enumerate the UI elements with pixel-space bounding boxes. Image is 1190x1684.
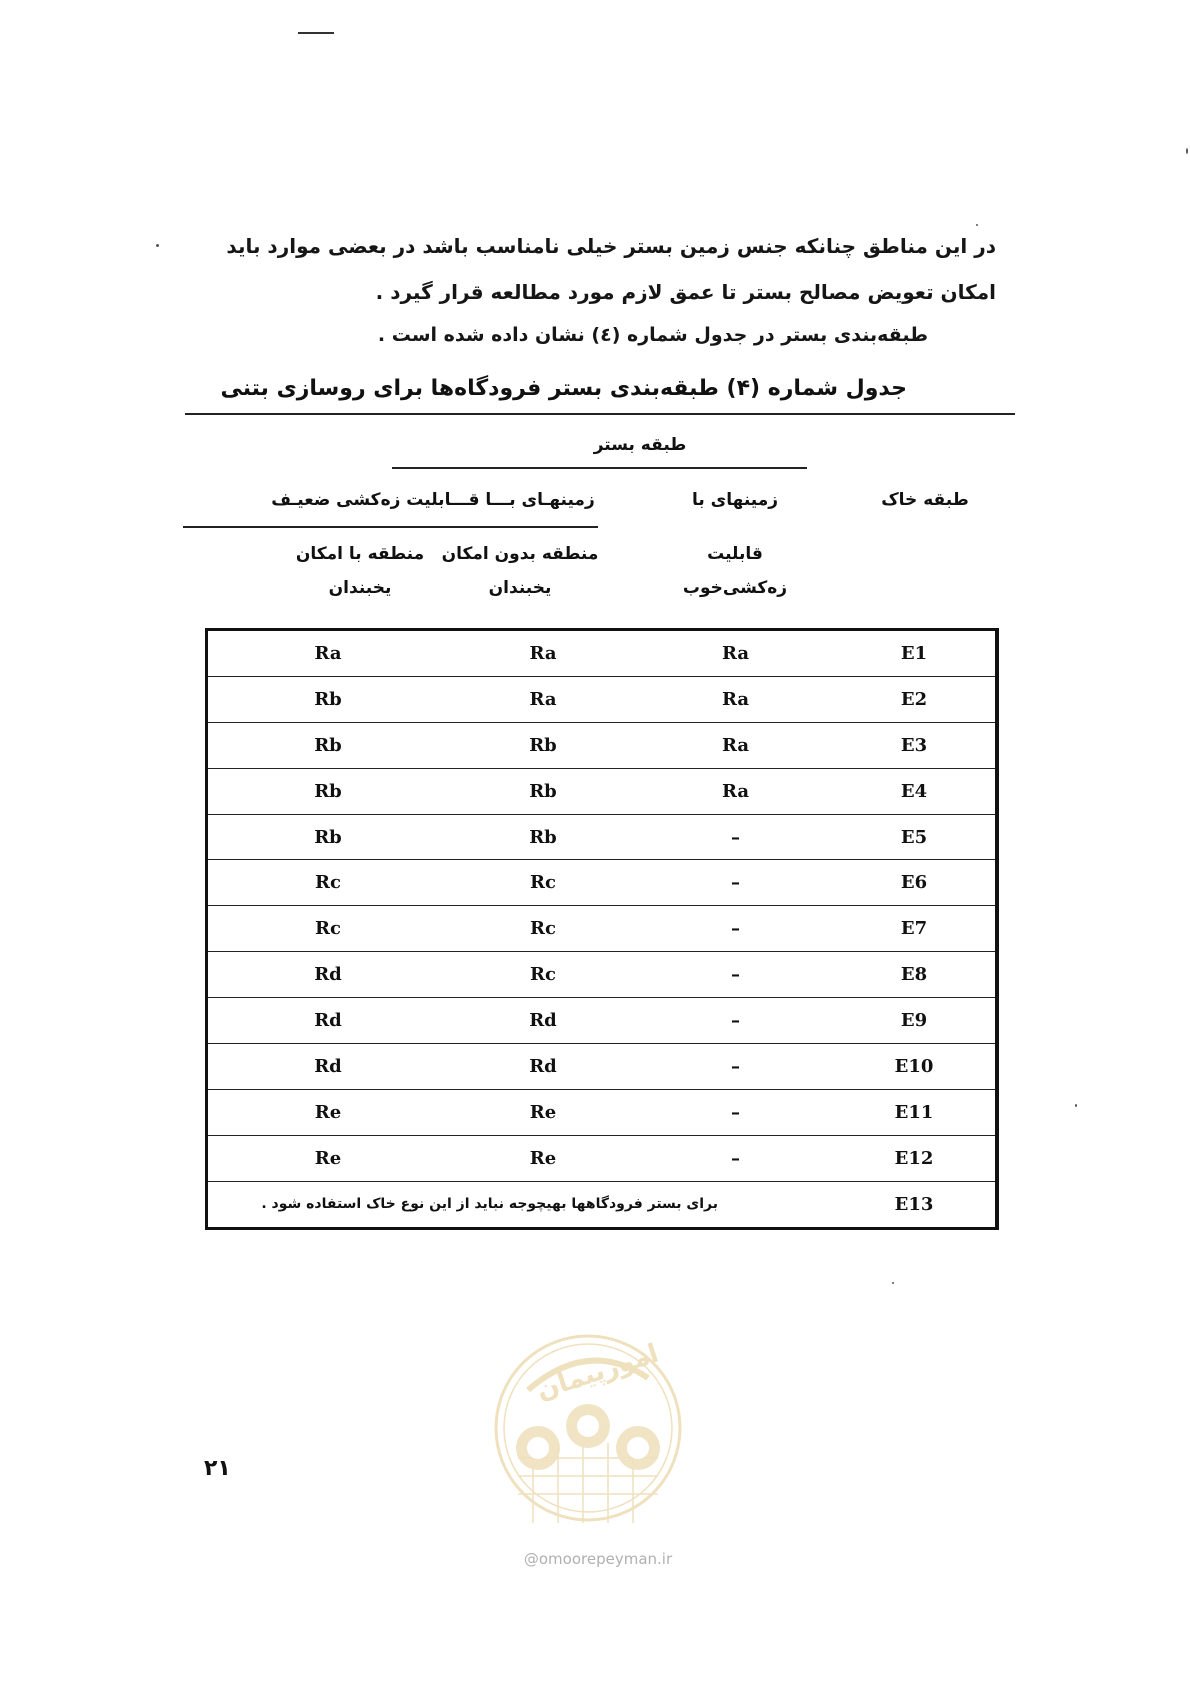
scan-speck: [892, 1282, 894, 1284]
cell-frost: Rb: [314, 734, 342, 756]
header-weak-drainage: زمینهـای بـــا قـــابلیت زه‌کشی ضعیـف: [271, 490, 595, 510]
table-row: [208, 860, 995, 906]
cell-good-drainage: –: [731, 1147, 740, 1169]
header-weak-drainage-rule: [183, 526, 598, 528]
scan-speck: [1075, 1104, 1077, 1107]
top-dash-mark: [298, 32, 334, 34]
cell-frost: Rd: [314, 964, 342, 986]
cell-frost: Rc: [315, 872, 341, 894]
cell-no-frost: Rc: [530, 918, 556, 940]
scan-speck: [1186, 148, 1188, 154]
paragraph-line-2: امکان تعویض مصالح بستر تا عمق لازم مورد مطالعه قرار گیرد .: [375, 280, 996, 304]
cell-soil-class: E2: [900, 688, 928, 710]
cell-good-drainage: –: [731, 1055, 740, 1077]
paragraph-line-1: در این مناطق چنانکه جنس زمین بستر خیلی نامناسب باشد در بعضی موارد باید: [226, 234, 996, 258]
cell-soil-class: E11: [894, 1101, 934, 1123]
cell-no-frost: Rb: [529, 734, 557, 756]
table-title: جدول شماره (۴) طبقه‌بندی بستر فرودگاه‌ها برای روسازی بتنی: [220, 376, 907, 401]
header-soil-class: طبقه خاک: [881, 490, 969, 510]
cell-good-drainage: Ra: [721, 734, 750, 756]
table-row: [208, 952, 995, 998]
header-good-drainage-line-2: قابلیت: [707, 544, 763, 564]
cell-soil-class: E13: [894, 1193, 934, 1215]
cell-note-unsuitable: برای بستر فرودگاهها بهیچوجه نباید از این نوع خاک استفاده شود .: [261, 1196, 718, 1213]
cell-good-drainage: Ra: [721, 780, 750, 802]
cell-good-drainage: Ra: [721, 688, 750, 710]
cell-no-frost: Ra: [529, 688, 557, 710]
cell-no-frost: Rb: [529, 780, 557, 802]
paragraph-line-3: طبقه‌بندی بستر در جدول شماره (٤) نشان داده شده است .: [377, 324, 928, 346]
header-frost-line-1: منطقه با امکان: [295, 544, 425, 564]
cell-frost: Re: [314, 1101, 342, 1123]
header-no-frost-line-1: منطقه بدون امکان: [441, 544, 599, 564]
cell-no-frost: Rd: [529, 1010, 557, 1032]
cell-no-frost: Rd: [529, 1055, 557, 1077]
header-good-drainage-line-3: زه‌کشی‌خوب: [682, 578, 788, 598]
table-row: [208, 998, 995, 1044]
cell-soil-class: E12: [894, 1147, 934, 1169]
cell-soil-class: E6: [900, 872, 928, 894]
cell-no-frost: Rc: [530, 964, 556, 986]
cell-no-frost: Re: [529, 1101, 557, 1123]
table-row: [208, 1136, 995, 1182]
subgrade-classification-table: [205, 628, 999, 1230]
svg-text:امورپیمان: امورپیمان: [532, 1338, 663, 1407]
watermark-logo: [488, 1318, 688, 1550]
cell-no-frost: Re: [529, 1147, 557, 1169]
cell-frost: Re: [314, 1147, 342, 1169]
cell-good-drainage: –: [731, 826, 740, 848]
cell-frost: Rb: [314, 688, 342, 710]
cell-good-drainage: –: [731, 964, 740, 986]
table-row: [208, 631, 995, 677]
cell-soil-class: E7: [900, 918, 928, 940]
table-row: [208, 769, 995, 815]
cell-good-drainage: –: [731, 1010, 740, 1032]
table-row: [208, 1044, 995, 1090]
cell-good-drainage: Ra: [721, 642, 750, 664]
cell-good-drainage: –: [731, 1101, 740, 1123]
cell-frost: Rb: [314, 826, 342, 848]
title-divider: [185, 413, 1015, 415]
cell-no-frost: Rc: [530, 872, 556, 894]
table-row: [208, 723, 995, 769]
cell-no-frost: Rb: [529, 826, 557, 848]
cell-frost: Rc: [315, 918, 341, 940]
cell-good-drainage: –: [731, 872, 740, 894]
table-row: [208, 1090, 995, 1136]
cell-soil-class: E5: [900, 826, 928, 848]
cell-soil-class: E10: [894, 1055, 934, 1077]
table-row-last: [208, 1182, 995, 1227]
cell-soil-class: E4: [900, 780, 928, 802]
cell-no-frost: Ra: [529, 642, 557, 664]
header-bastar-rule: [392, 467, 807, 469]
watermark-site: @omoorepeyman.ir: [523, 1550, 673, 1568]
cell-frost: Rd: [314, 1010, 342, 1032]
cell-soil-class: E3: [900, 734, 928, 756]
table-row: [208, 677, 995, 723]
table-row: [208, 906, 995, 952]
cell-frost: Ra: [314, 642, 342, 664]
header-good-drainage-line-1: زمینهای با: [691, 490, 779, 510]
cell-soil-class: E8: [900, 964, 928, 986]
header-no-frost-line-2: یخبندان: [488, 578, 552, 598]
page-number: ۲۱: [204, 1456, 231, 1481]
scan-speck: [976, 224, 978, 226]
cell-frost: Rd: [314, 1055, 342, 1077]
table-row: [208, 815, 995, 861]
cell-good-drainage: –: [731, 918, 740, 940]
header-frost-line-2: یخبندان: [328, 578, 392, 598]
cell-soil-class: E9: [900, 1010, 928, 1032]
cell-frost: Rb: [314, 780, 342, 802]
header-bastar-class: طبقه بستر: [593, 435, 687, 455]
cell-soil-class: E1: [900, 642, 928, 664]
scan-speck: [156, 244, 159, 247]
